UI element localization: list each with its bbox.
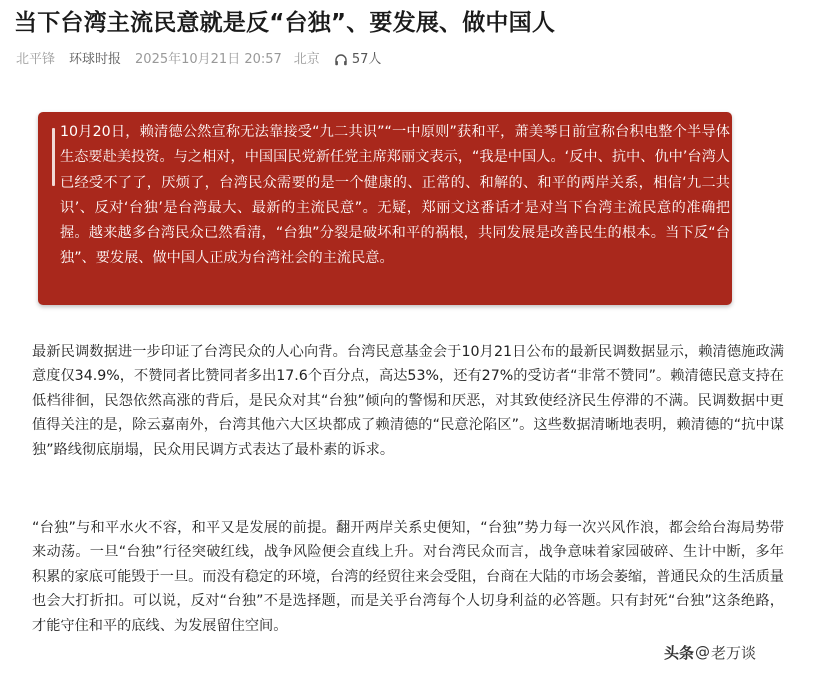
publish-location: 北京: [293, 52, 320, 67]
publish-datetime: 2025年10月21日 20:57: [135, 52, 282, 67]
article-paragraph-1: 最新民调数据进一步印证了台湾民众的人心向背。台湾民意基金会于10月21日公布的最新民调数据显示，赖清德施政满意度仅34.9%，不赞同者比赞同者多出17.6个百分点，高达53%，还有27%的受访者“非常不赞同”。赖清德民意支持在低档徘徊，民怨依然高涨的背后，是民众对其“台独”倾向的警惕和厌恶，对其致使经济民生停滞的不满。民调数据中更值得关注的是，除云嘉南外，台湾其他六大区块都成了赖清德的“民意沦陷区”。这些数据清晰地表明，赖清德的“抗中谋独”路线彻底崩塌，民众用民调方式表达了最朴素的诉求。: [32, 344, 784, 458]
author-name[interactable]: 北平锋: [16, 52, 56, 67]
watermark: [664, 640, 804, 664]
listen-count-value: 57人: [351, 52, 382, 67]
source-name[interactable]: 环球时报: [69, 52, 122, 67]
article-paragraph-2: “台独”与和平水火不容，和平又是发展的前提。翻开两岸关系史便知，“台独”势力每一次兴风作浪，都会给台海局势带来动荡。一旦“台独”行径突破红线，战争风险便会直线上升。对台湾民众而言，战争意味着家园破碎、生计中断，多年积累的家底可能毁于一旦。而没有稳定的环境，台湾的经贸往来会受阻，台商在大陆的市场会萎缩，普通民众的生活质量也会大打折扣。可以说，反对“台独”不是选择题，而是关乎台湾每个人切身利益的必答题。只有封死“台独”这条绝路，才能守住和平的底线、为发展留住空间。: [32, 520, 784, 634]
watermark-account: 老万谈: [711, 643, 757, 662]
quote-accent-bar: [52, 128, 55, 186]
headphones-icon: [334, 53, 348, 67]
article-title: 当下台湾主流民意就是反“台独”、要发展、做中国人: [14, 10, 556, 36]
watermark-brand: 头条: [664, 643, 695, 662]
article-meta: [16, 50, 381, 70]
highlight-quote-card: [38, 112, 732, 305]
watermark-at: @: [695, 643, 711, 661]
listen-count[interactable]: [334, 50, 382, 70]
highlight-quote-text: 10月20日，赖清德公然宣称无法靠接受“九二共识”“一中原则”获和平，萧美琴日前宣称台积电整个半导体生态要赴美投资。与之相对，中国国民党新任党主席郑丽文表示，“我是中国人。‘反中、抗中、仇中’台湾人已经受不了了，厌烦了，台湾民众需要的是一个健康的、正常的、和解的、和平的两岸关系，相信‘九二共识’、反对‘台独’是台湾最大、最新的主流民意”。无疑，郑丽文这番话才是对当下台湾主流民意的准确把握。越来越多台湾民众已然看清，“台独”分裂是破坏和平的祸根，共同发展是改善民生的根本。当下反“台独”、要发展、做中国人正成为台湾社会的主流民意。: [60, 124, 730, 267]
